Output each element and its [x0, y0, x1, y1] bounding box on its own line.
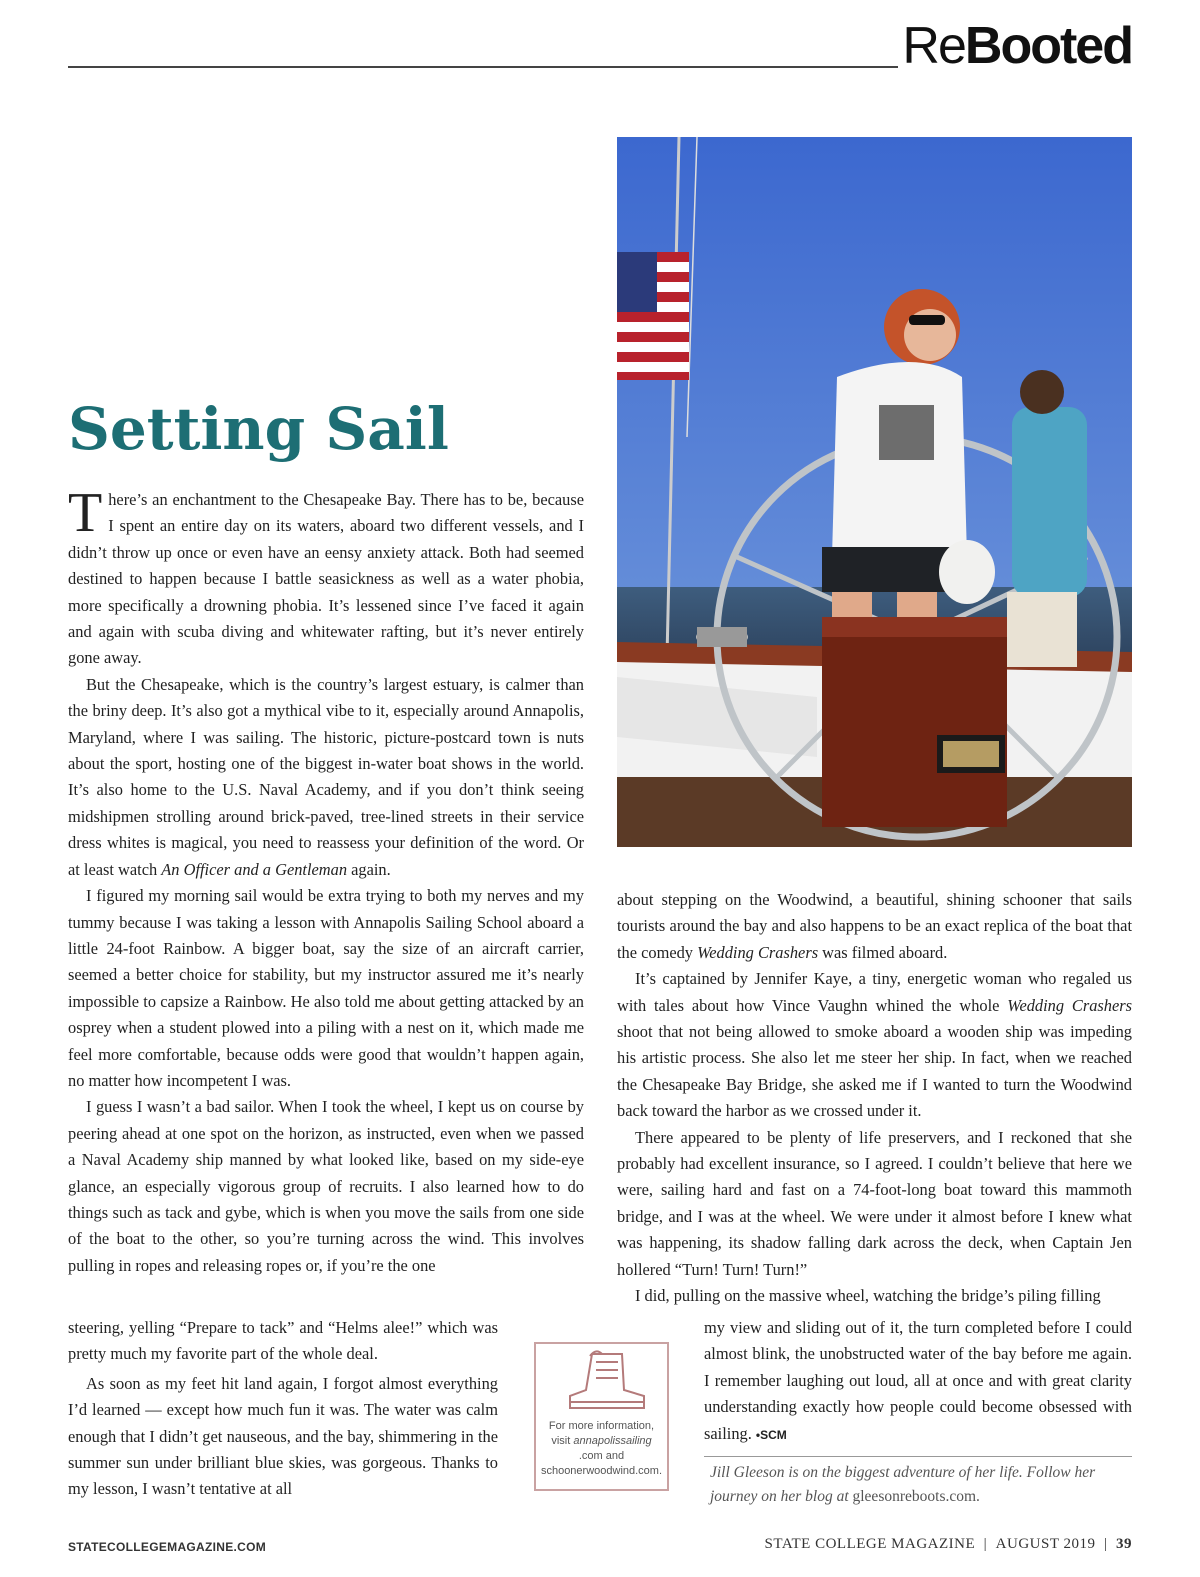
paragraph-2-a: But the Chesapeake, which is the country’s largest estuary, is calmer than the briny deep. It’s also got a mythical vibe to it, especially around Annapolis, Maryland, where I was sailing. The historic, picture-postcard town is nuts about the sport, hosting one of the biggest in-water boat shows in the world. It’s also home to the U.S. Naval Academy, and if you don’t think seeing midshipmen strolling around brick-paved, tree-lined streets in their service dress whites is magical, you need to reassess your definition of the word. Or at least watch	[68, 674, 584, 879]
paragraph-5-cont-text: about stepping on the Woodwind, a beautiful, shining schooner that sails tourists around the bay and also happens to be an exact replica of the boat that the comedy	[617, 890, 1132, 962]
header-rule	[68, 66, 898, 68]
boot-icon	[552, 1350, 652, 1414]
sidebar-line1: For more information, visit	[548, 1420, 655, 1447]
sidebar-url1: annapolissailing	[573, 1435, 652, 1447]
movie-title-wedding-crashers-2: Wedding Crashers	[1007, 995, 1133, 1015]
paragraph-2	[68, 672, 584, 883]
footer-magazine: STATE COLLEGE MAGAZINE	[764, 1536, 976, 1552]
column-right	[617, 887, 1132, 1310]
paragraph-6-b: shoot that not being allowed to smoke aboard a wooden ship was impeding his artistic process. She also let me steer her ship. In fact, when we reached the Chesapeake Bay Bridge, she asked me if I wanted to turn the Woodwind back toward the harbor as we crossed under it.	[617, 1022, 1132, 1121]
sidebar-text	[536, 1419, 667, 1479]
paragraph-8-text: my view and sliding out of it, the turn completed before I could almost blink, the unobstructed water of the bay before me again. I remember laughing out loud, all at once and with great clarity understanding exactly how people could become obsessed with sailing.	[704, 1318, 1132, 1443]
footer-issue: AUGUST 2019	[995, 1536, 1096, 1552]
sailing-photo	[617, 137, 1132, 847]
footer-separator-1: |	[983, 1536, 988, 1552]
column-right-lower	[704, 1315, 1132, 1448]
column-left-lower	[68, 1315, 498, 1503]
bio-text: Jill Gleeson is on the biggest adventure of her life. Follow her journey on her blog at	[710, 1464, 1096, 1505]
column-left	[68, 482, 584, 1279]
paragraph-4-continued: steering, yelling “Prepare to tack” and “Helms alee!” which was pretty much my favorite part of the whole deal.	[68, 1318, 498, 1364]
paragraph-5: As soon as my feet hit land again, I forgot almost everything I’d learned — except how much fun it was. The water was calm enough that I didn’t get nauseous, and the bay, shimmering in the summer sun under brilliant blue skies, was gorgeous. Thanks to my lesson, I wasn’t tentative at all	[68, 1373, 498, 1499]
paragraph-6	[617, 966, 1132, 1124]
paragraph-8-continued	[704, 1315, 1132, 1448]
logo-re: Re	[902, 17, 965, 75]
footer-website: STATECOLLEGEMAGAZINE.COM	[68, 1540, 267, 1554]
paragraph-3: I figured my morning sail would be extra trying to both my nerves and my tummy because I was taking a lesson with Annapolis Sailing School aboard a little 24-foot Rainbow. A bigger boat, say the size of an aircraft carrier, seemed a better choice for stability, but my instructor assured me it’s nearly impossible to capsize a Rainbow. He also told me about getting attacked by an osprey when a student plowed into a piling with a nest on it, which made me feel more comfortable, because odds were good that wouldn’t happen again, no matter how incompetent I was.	[68, 886, 584, 1090]
info-sidebar	[534, 1342, 669, 1491]
paragraph-7: There appeared to be plenty of life preservers, and I reckoned that she probably had excellent insurance, so I agreed. I couldn’t believe that here we were, sailing hard and fast on a 74-foot-long boat toward this mammoth bridge, and I was at the wheel. We were under it almost before I knew what was happening, its shadow falling dark across the deck, when Captain Jen hollered “Turn! Turn! Turn!”	[617, 1127, 1132, 1279]
sidebar-url2: schoonerwoodwind.com.	[540, 1465, 663, 1477]
sidebar-url1b: .com	[578, 1450, 603, 1462]
logo-booted: Booted	[964, 17, 1132, 75]
footer-folio	[765, 1536, 1132, 1553]
bio-divider	[704, 1456, 1132, 1457]
section-logo	[902, 16, 1132, 76]
paragraph-1-text: here’s an enchantment to the Chesapeake Bay. There has to be, because I spent an entire day on its waters, aboard two different vessels, and I didn’t throw up once or even have an eensy anxiety attack. Both had seemed destined to happen because I battle seasickness as well as a water phobia, more specifically a drowning phobia. It’s lessened since I’ve faced it again and again with scuba diving and whitewater rafting, but it’s never entirely gone away.	[68, 490, 584, 668]
paragraph-5-end: was filmed aboard.	[818, 942, 948, 962]
bio-site: gleesonreboots.com.	[852, 1488, 980, 1505]
sidebar-and: and	[602, 1450, 625, 1462]
page-number: 39	[1116, 1536, 1132, 1552]
movie-title-officer: An Officer and a Gentleman	[161, 859, 348, 879]
paragraph-8: I did, pulling on the massive wheel, watching the bridge’s piling filling	[635, 1286, 1101, 1306]
footer-separator-2: |	[1103, 1536, 1108, 1552]
drop-cap: T	[68, 482, 103, 544]
article-title: Setting Sail	[68, 395, 449, 463]
end-mark: •SCM	[755, 1427, 787, 1442]
paragraph-4: I guess I wasn’t a bad sailor. When I took the wheel, I kept us on course by peering ahead at one spot on the horizon, as instructed, even when we passed a Naval Academy ship manned by what looked like, based on my side-eye glance, an especially vigorous group of recruits. I also learned how to do things such as tack and gybe, which is when you move the sails from one side of the boat to the other, so you’re turning across the wind. This involves pulling in ropes and releasing ropes or, if you’re the one	[68, 1097, 584, 1275]
paragraph-6-a: It’s captained by Jennifer Kaye, a tiny, energetic woman who regaled us with tales about how Vince Vaughn whined the whole	[617, 969, 1132, 1015]
paragraph-1	[68, 482, 584, 672]
author-bio	[710, 1461, 1130, 1509]
movie-title-wedding-crashers: Wedding Crashers	[697, 942, 819, 962]
sailing-photo-illustration	[617, 137, 1132, 847]
paragraph-5-continued	[617, 887, 1132, 966]
paragraph-2-b: again.	[347, 859, 391, 879]
